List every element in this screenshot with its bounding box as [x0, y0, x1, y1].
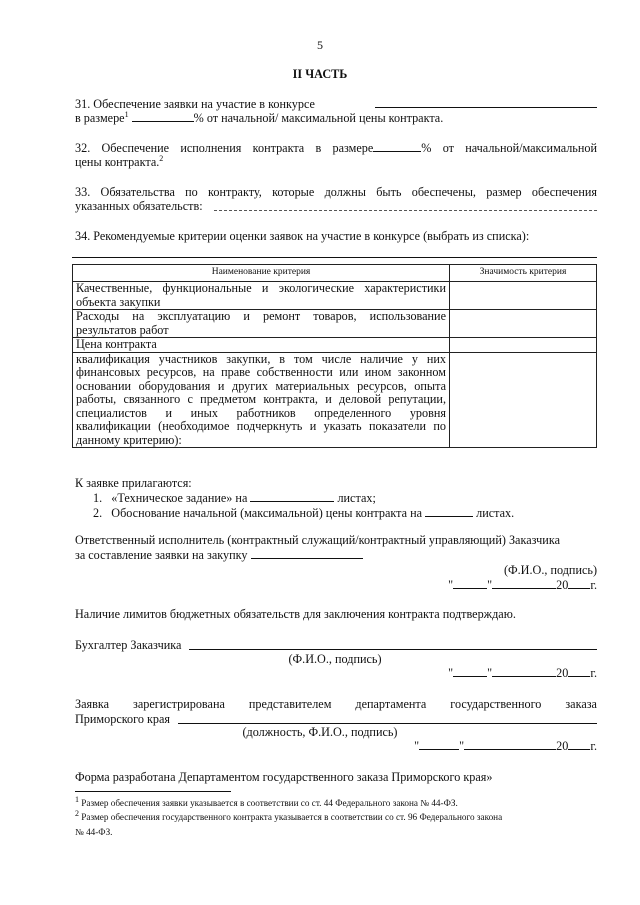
item34-rule — [72, 257, 597, 258]
item31-line1 — [75, 97, 315, 111]
weight-cell — [450, 352, 597, 448]
date-quote-close: " — [487, 578, 493, 592]
responsible-blank — [251, 548, 363, 559]
footnote-ref-2: 2 — [159, 153, 164, 163]
date-year-prefix: 20 — [556, 578, 569, 592]
date-year-blank — [568, 666, 590, 677]
page-number: 5 — [317, 38, 323, 52]
date-year-blank — [568, 578, 590, 589]
footnote-2-text: Размер обеспечения государственного контракта указывается в соответствии со ст. 96 Федерального закона — [81, 812, 503, 822]
accountant-date — [380, 666, 597, 680]
date-day-blank — [419, 739, 459, 750]
registered-blank — [178, 723, 597, 724]
criterion-price: Цена контракта — [73, 338, 450, 353]
criteria-table — [72, 264, 597, 448]
table-row — [73, 310, 597, 338]
date-year-suffix: г. — [590, 666, 597, 680]
item32-text-a: 32. Обеспечение исполнения контракта в размере — [75, 141, 374, 155]
item32-text-b: % от начальной/максимальной — [421, 141, 597, 155]
date-day-blank — [453, 666, 487, 677]
section-title: II ЧАСТЬ — [292, 67, 348, 81]
footnote-1-text: Размер обеспечения заявки указывается в соответствии со ст. 44 Федерального закона № 44-ФЗ. — [81, 798, 458, 808]
registered-line2: Приморского края — [75, 712, 170, 726]
attachment-2-sheets: листах. — [476, 506, 515, 520]
table-row — [73, 352, 597, 448]
item33-line1: 33. Обязательства по контракту, которые должны быть обеспечены, размер обеспечения — [75, 185, 597, 199]
item31-line2 — [75, 111, 443, 125]
date-year-blank — [568, 739, 590, 750]
attachment-2-blank — [425, 506, 473, 517]
attachment-1 — [93, 491, 376, 505]
registered-word: государственного — [450, 697, 542, 711]
item34-text: 34. Рекомендуемые критерии оценки заявок на участие в конкурсе (выбрать из списка): — [75, 229, 530, 243]
attachment-1-blank — [250, 491, 334, 502]
registered-date — [370, 739, 597, 753]
item31-text: 31. Обеспечение заявки на участие в конкурсе — [75, 97, 315, 111]
weight-cell — [450, 310, 597, 338]
responsible-date — [380, 578, 597, 592]
item32-line1 — [75, 141, 597, 155]
criterion-quality: Качественные, функциональные и экологические характеристики объекта закупки — [73, 282, 450, 310]
attachment-2 — [93, 506, 514, 520]
registered-word: зарегистрирована — [133, 697, 225, 711]
responsible-signature-caption: (Ф.И.О., подпись) — [503, 563, 597, 577]
date-day-blank — [453, 578, 487, 589]
registered-word: департамента — [355, 697, 427, 711]
accountant-label: Бухгалтер Заказчика — [75, 638, 182, 652]
item32-text-c: цены контракта. — [75, 155, 160, 169]
date-quote-open: " — [448, 578, 454, 592]
registered-signature-caption: (должность, Ф.И.О., подпись) — [242, 725, 398, 739]
footnote-1-mark: 1 — [75, 794, 79, 804]
attachment-1-text: «Техническое задание» на — [111, 491, 248, 505]
table-row — [73, 282, 597, 310]
date-year-prefix: 20 — [556, 739, 569, 753]
date-month-blank — [492, 666, 556, 677]
item33-text: указанных обязательств: — [75, 199, 203, 213]
item31-size-label: в размере — [75, 111, 125, 125]
date-month-blank — [464, 739, 556, 750]
item31-percent-blank — [132, 111, 194, 122]
registered-word: Заявка — [75, 697, 110, 711]
criterion-costs: Расходы на эксплуатацию и ремонт товаров, использование результатов работ — [73, 310, 450, 338]
weight-cell — [450, 282, 597, 310]
item31-blank-line — [375, 107, 597, 108]
item31-percent-text: % от начальной/ максимальной цены контракта. — [193, 111, 444, 125]
date-month-blank — [492, 578, 556, 589]
date-quote-close: " — [459, 739, 465, 753]
responsible-text: за составление заявки на закупку — [75, 548, 248, 562]
date-quote-open: " — [414, 739, 420, 753]
responsible-line1: Ответственный исполнитель (контрактный служащий/контрактный управляющий) Заказчика — [75, 533, 560, 547]
item33-dashed-blank — [214, 210, 597, 211]
attachment-2-num: 2. — [93, 506, 103, 520]
item32-blank — [373, 141, 421, 152]
table-row — [73, 338, 597, 353]
attachment-1-sheets: листах; — [337, 491, 376, 505]
date-quote-close: " — [487, 666, 493, 680]
footnote-2 — [75, 808, 503, 824]
date-year-suffix: г. — [590, 578, 597, 592]
footnote-ref-1: 1 — [124, 109, 129, 119]
footnote-separator — [75, 791, 231, 792]
footnote-1 — [75, 794, 458, 810]
footnote-2-mark: 2 — [75, 808, 79, 818]
form-developed-by: Форма разработана Департаментом государственного заказа Приморского края» — [75, 770, 493, 784]
responsible-line2 — [75, 548, 363, 562]
attachment-2-text: Обоснование начальной (максимальной) цены контракта на — [111, 506, 423, 520]
registered-word: представителем — [248, 697, 332, 711]
criterion-qualification: квалификация участников закупки, в том числе наличие у них финансовых ресурсов, на праве собственности или ином законном основании оборудования и других материальных ресурсов, опыта работы, связанного с предметом контракта, и деловой репутации, специалистов и иных работников определенного уровня квалификации (необходимое подчеркнуть и указать показатели по данному критерию): — [73, 352, 450, 448]
weight-cell — [450, 338, 597, 353]
attachment-1-num: 1. — [93, 491, 103, 505]
registered-line1 — [75, 697, 597, 711]
registered-word: заказа — [565, 697, 597, 711]
date-year-suffix: г. — [590, 739, 597, 753]
table-header-weight: Значимость критерия — [450, 265, 597, 282]
accountant-signature-caption: (Ф.И.О., подпись) — [288, 652, 382, 666]
limits-confirmation: Наличие лимитов бюджетных обязательств для заключения контракта подтверждаю. — [75, 607, 516, 621]
item32-line2 — [75, 155, 163, 169]
attachments-intro: К заявке прилагаются: — [75, 476, 192, 490]
item33-line2 — [75, 199, 203, 213]
accountant-blank — [189, 649, 597, 650]
table-header-criterion: Наименование критерия — [73, 265, 450, 282]
date-year-prefix: 20 — [556, 666, 569, 680]
footnote-2-continued: № 44-ФЗ. — [75, 827, 113, 837]
table-header-row — [73, 265, 597, 282]
date-quote-open: " — [448, 666, 454, 680]
